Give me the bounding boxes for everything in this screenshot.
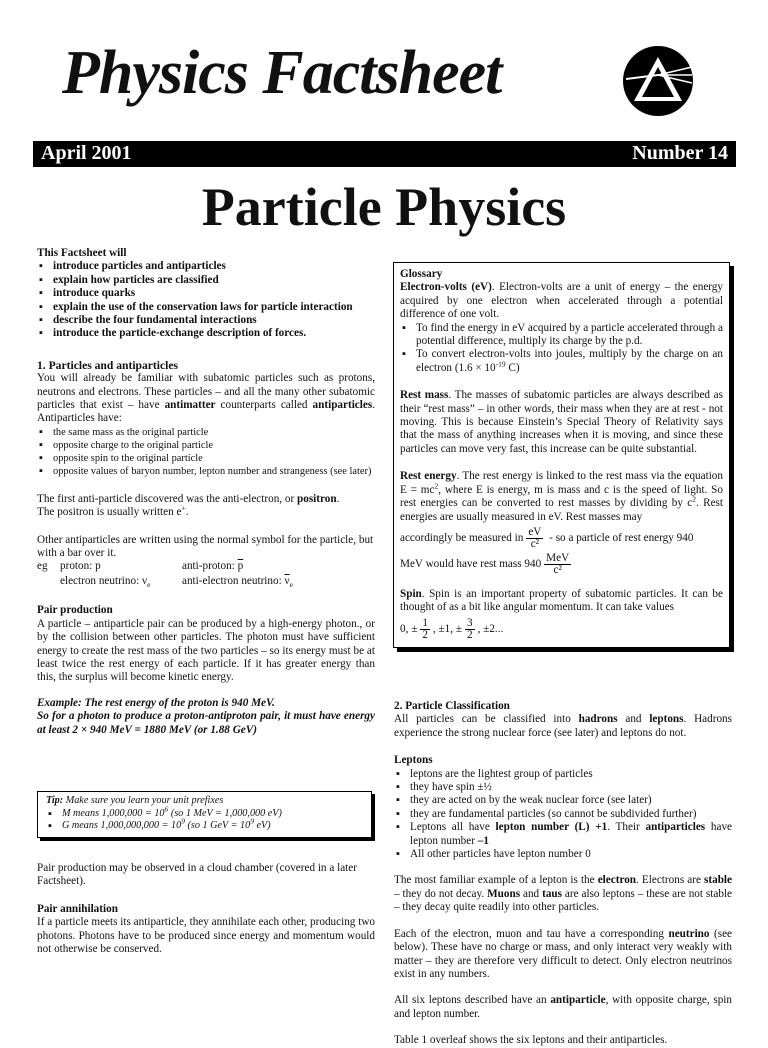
- electron-paragraph: The most familiar example of a lepton is the electron. Electrons are stable – they do not decay. Muons and taus are also leptons – these are not stable – they decay quite readily into other particles.: [394, 874, 733, 914]
- intro-item: ▪ introduce quarks: [37, 287, 375, 300]
- right-column: [394, 700, 732, 1048]
- tip-box: [37, 791, 372, 838]
- positron-text: The first anti-particle discovered was the anti-electron, or positron. The positron is usually written e+.: [37, 492, 340, 519]
- tip-list: [46, 804, 365, 833]
- leptons-heading: Leptons: [394, 754, 433, 767]
- ev-list: [400, 322, 723, 376]
- glossary-rest-energy: Rest energy. The rest energy is linked to the rest mass via the equation $E = mc^2$, where E is energy, m is mass and c is the speed of light. So rest energies can be converted to rest masses by dividing by $c^2$. Rest energies are usually measured in eV. Rest masses may: [400, 470, 724, 523]
- example-line-2: So for a photon to produce a proton-antiproton pair, it must have energy at least 2 × 940 MeV = 1880 MeV (or 1.88 GeV): [37, 710, 375, 736]
- intro-item: ▪ explain how particles are classified: [37, 274, 375, 287]
- factsheet-logo-icon: [622, 45, 694, 117]
- section2-intro: All particles can be classified into hadrons and leptons. Hadrons experience the strong nuclear force (see later) and leptons do not.: [394, 713, 732, 739]
- cloud-chamber-text: Pair production may be observed in a cloud chamber (covered in a later Factsheet).: [37, 862, 357, 888]
- intro-item: ▪ introduce the particle-exchange description of forces.: [37, 327, 375, 340]
- list-item: ▪ To convert electron-volts into joules, multiply by the charge on an electron ($1.6 \times 10^{-19}$ C): [400, 348, 723, 375]
- intro-item: ▪ explain the use of the conservation laws for particle interaction: [37, 301, 375, 314]
- spin-values: 0, ± $\frac{1}{2}$ , ±1, ± $\frac{3}{2}$ , ±2...: [400, 616, 504, 641]
- neutrino-paragraph: Each of the electron, muon and tau have a corresponding neutrino (see below). These have no charge or mass, and only interact very weakly with matter – they are therefore very difficult to detect. Only electron neutrinos exist in any numbers.: [394, 927, 733, 980]
- intro-heading: This Factsheet will: [37, 247, 127, 259]
- intro-item: ▪ describe the four fundamental interactions: [37, 314, 375, 327]
- rest-mass-units-line: accordingly be measured in $\frac{eV}{\text{c²}}$ - so a particle of rest energy 940: [400, 525, 694, 550]
- left-column: [37, 247, 375, 737]
- list-item: ▪ To find the energy in eV acquired by a particle accelerated through a potential difference, multiply its charge by the p.d.: [400, 322, 723, 349]
- antiparticle-properties-list: [37, 426, 375, 479]
- list-item: ▪ the same mass as the original particle: [37, 426, 375, 439]
- list-item: ▪ All other particles have lepton number 0: [394, 848, 732, 861]
- antiproton-symbol: anti-proton: $\overline{p}$: [182, 560, 244, 573]
- section1-heading: 1. Particles and antiparticles: [37, 358, 179, 372]
- example-line-1: Example: The rest energy of the proton is 940 MeV.: [37, 696, 275, 709]
- list-item: ▪ G means $1,000,000,000 = 10^9$ (so 1 GeV = $10^9$ eV): [46, 820, 365, 833]
- section1-para: You will already be familiar with subatomic particles such as protons, neutrons and electrons. These particles – and all the many other subatomic particles that exist – have antimatter counterparts called antiparticles. Antiparticles have:: [37, 372, 376, 425]
- list-item: ▪ M means $1,000,000 = 10^6$ (so 1 MeV = 1,000,000 eV): [46, 808, 365, 821]
- antiparticle-notation-text: Other antiparticles are written using the normal symbol for the particle, but with a bar over it.: [37, 533, 374, 559]
- annihilation-text: If a particle meets its antiparticle, they annihilate each other, producing two photons. Photons have to be produced since energy and momentum would not otherwise be conserved.: [37, 916, 375, 956]
- section2-heading: 2. Particle Classification: [394, 700, 510, 712]
- intro-list: [37, 260, 375, 340]
- glossary-heading: Glossary: [400, 268, 443, 280]
- intro-item: ▪ introduce particles and antiparticles: [37, 260, 375, 273]
- table-note: Table 1 overleaf shows the six leptons and their antiparticles.: [394, 1034, 668, 1047]
- glossary-box: [393, 262, 730, 648]
- antiparticle-paragraph: All six leptons described have an antiparticle, with opposite charge, spin and lepton number.: [394, 994, 733, 1020]
- annihilation-heading: Pair annihilation: [37, 902, 118, 915]
- masthead-title: Physics Factsheet: [62, 39, 502, 107]
- issue-number: Number 14: [632, 142, 728, 164]
- list-item: ▪ opposite values of baryon number, lepton number and strangeness (see later): [37, 465, 375, 478]
- rest-mass-example-line: MeV would have rest mass 940 $\frac{\text{MeV}}{\text{c²}}$: [400, 551, 570, 576]
- notation-examples: eg proton: p anti-proton: $\overline{p}$ electron neutrino: $\nu_e$ anti-electron neutrino: $\overline{\nu}_e$: [37, 560, 293, 590]
- left-column-lower: [37, 862, 375, 956]
- proton-symbol: proton: p: [60, 560, 101, 573]
- glossary-ev: Electron-volts (eV). Electron-volts are a unit of energy – the energy acquired by one electron when accelerated through a potential difference of one volt.: [400, 281, 723, 321]
- glossary-rest-mass: Rest mass. The masses of subatomic particles are always described as their “rest mass” – in other words, their mass when they are at rest - not moving. This is because Einstein’s Special Theory of Relativity says that the mass of anything increases when it is moving, and since these particles can move very fast, this increase can be quite substantial.: [400, 389, 723, 455]
- list-item: ▪ they are fundamental particles (so cannot be subdivided further): [394, 808, 732, 821]
- issue-bar: [33, 141, 736, 167]
- issue-date: April 2001: [41, 142, 132, 164]
- glossary-spin: Spin. Spin is an important property of subatomic particles. It can be thought of as a bit like angular momentum. It can take values: [400, 587, 723, 614]
- list-item: ▪ opposite charge to the original particle: [37, 439, 375, 452]
- list-item: ▪ opposite spin to the original particle: [37, 452, 375, 465]
- lepton-properties-list: [394, 768, 732, 862]
- list-item: ▪ they are acted on by the weak nuclear force (see later): [394, 794, 732, 807]
- list-item: ▪ Leptons all have lepton number (L) +1. Their antiparticles have lepton number –1: [394, 821, 732, 848]
- list-item: ▪ they have spin ±½: [394, 781, 732, 794]
- pair-production-text: A particle – antiparticle pair can be produced by a high-energy photon., or by the collision between other particles. The photon must have sufficient energy to create the rest mass of the two particles – so its energy must be at least twice the rest energy of each particle. If it has greater energy than this, the surplus will become kinetic energy.: [37, 617, 375, 684]
- pair-production-heading: Pair production: [37, 604, 113, 617]
- list-item: ▪ leptons are the lightest group of particles: [394, 768, 732, 781]
- tip-heading: Tip: Make sure you learn your unit prefixes: [46, 795, 224, 806]
- electron-neutrino-symbol: electron neutrino: $\nu_e$: [60, 575, 151, 590]
- page-title: Particle Physics: [201, 177, 567, 237]
- anti-electron-neutrino-symbol: anti-electron neutrino: $\overline{\nu}_e$: [182, 575, 293, 590]
